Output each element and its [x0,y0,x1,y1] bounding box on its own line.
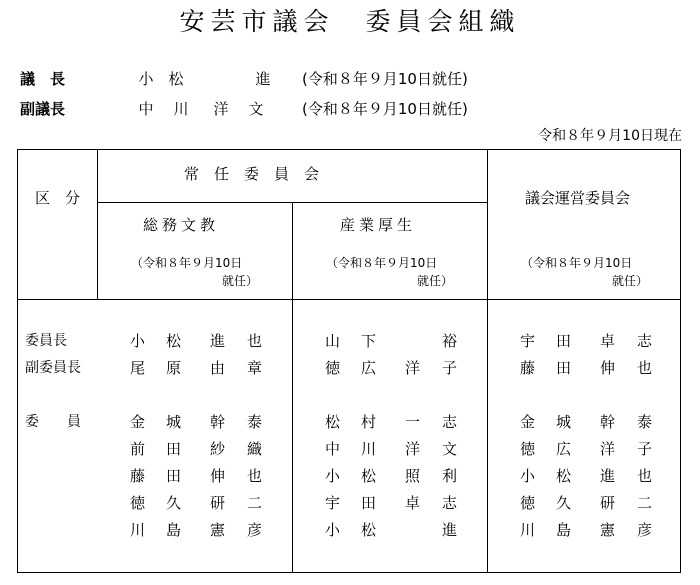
member-name-char: 伸 [600,359,616,377]
member-name-char: 前 [130,440,146,458]
member-name-char: 下 [361,332,377,350]
member-name-char: 憲 [210,521,226,539]
speaker-name: 小 松 進 [138,70,271,88]
member-name-char: 中 [325,440,341,458]
member-name-char: 章 [247,359,263,377]
vice-speaker-term: (令和８年９月10日就任) [302,100,468,118]
standing-committee-header: 常 任 委 員 会 [184,165,320,183]
member-name-char: 尾 [130,359,146,377]
committee-term: 就任） [612,274,649,288]
committee-name: 総務文教 [143,216,220,234]
divider [97,150,98,299]
member-name-char: 村 [361,413,377,431]
member-name-char: 幹 [600,413,616,431]
member-name-char: 田 [556,359,572,377]
speaker-term: (令和８年９月10日就任) [302,70,468,88]
member-name-char: 松 [166,332,182,350]
committee-term: （令和８年９月10日 [521,256,633,270]
member-name-char: 卓 [405,494,421,512]
member-name-char: 進 [600,467,616,485]
member-name-char: 照 [405,467,421,485]
member-name-char: 文 [442,440,458,458]
division-header: 区 分 [35,189,81,207]
member-name-char: 徳 [325,359,341,377]
member-name-char: 山 [325,332,341,350]
chair-label: 委員長 [25,333,67,349]
member-name-char: 洋 [600,440,616,458]
member-name-char: 志 [442,494,458,512]
member-name-char: 川 [130,521,146,539]
vice-chair-label: 副委員長 [25,360,81,376]
committee-term: （令和８年９月10日 [326,256,438,270]
member-name-char: 川 [361,440,377,458]
divider [487,150,488,572]
member-name-char: 原 [166,359,182,377]
divider [292,202,293,572]
committee-term: 就任） [222,274,259,288]
member-name-char: 島 [556,521,572,539]
member-name-char: 洋 [405,359,421,377]
vice-speaker-role: 副議長 [20,100,66,118]
member-name-char: 利 [442,467,458,485]
member-name-char: 研 [600,494,616,512]
committee-name: 産業厚生 [340,216,417,234]
member-name-char: 織 [247,440,263,458]
page-title: 安芸市議会 委員会組織 [179,7,521,36]
member-name-char: 志 [637,332,653,350]
members-label: 委 員 [25,414,81,430]
member-name-char: 由 [210,359,226,377]
member-name-char: 松 [361,521,377,539]
member-name-char: 徳 [520,440,536,458]
speaker-role: 議 長 [20,70,66,88]
member-name-char: 卓 [600,332,616,350]
member-name-char: 志 [442,413,458,431]
member-name-char: 彦 [247,521,263,539]
member-name-char: 島 [166,521,182,539]
member-name-char: 松 [361,467,377,485]
member-name-char: 也 [247,332,263,350]
member-name-char: 子 [442,359,458,377]
member-name-char: 一 [405,413,421,431]
member-name-char: 也 [247,467,263,485]
member-name-char: 田 [166,467,182,485]
member-name-char: 二 [247,494,263,512]
member-name-char: 泰 [247,413,263,431]
member-name-char: 金 [130,413,146,431]
member-name-char: 広 [556,440,572,458]
member-name-char: 宇 [325,494,341,512]
member-name-char: 久 [556,494,572,512]
member-name-char: 田 [556,332,572,350]
committee-term: （令和８年９月10日 [131,256,243,270]
member-name-char: 二 [637,494,653,512]
member-name-char: 広 [361,359,377,377]
member-name-char: 小 [520,467,536,485]
member-name-char: 久 [166,494,182,512]
member-name-char: 川 [520,521,536,539]
committee-term: 就任） [417,274,454,288]
member-name-char: 徳 [520,494,536,512]
member-name-char: 城 [556,413,572,431]
member-name-char: 伸 [210,467,226,485]
member-name-char: 研 [210,494,226,512]
member-name-char: 進 [442,521,458,539]
member-name-char: 松 [556,467,572,485]
as-of-date: 令和８年９月10日現在 [538,128,682,144]
member-name-char: 田 [166,440,182,458]
member-name-char: 裕 [442,332,458,350]
member-name-char: 紗 [210,440,226,458]
member-name-char: 金 [520,413,536,431]
vice-speaker-name: 中 川 洋 文 [138,100,264,118]
member-name-char: 徳 [130,494,146,512]
member-name-char: 子 [637,440,653,458]
member-name-char: 城 [166,413,182,431]
member-name-char: 也 [637,467,653,485]
member-name-char: 進 [210,332,226,350]
divider [97,202,487,203]
member-name-char: 幹 [210,413,226,431]
divider [18,299,680,300]
member-name-char: 洋 [405,440,421,458]
member-name-char: 小 [325,467,341,485]
member-name-char: 小 [130,332,146,350]
member-name-char: 藤 [520,359,536,377]
member-name-char: 憲 [600,521,616,539]
member-name-char: 松 [325,413,341,431]
member-name-char: 彦 [637,521,653,539]
committee-table [17,149,681,573]
member-name-char: 小 [325,521,341,539]
member-name-char: 田 [361,494,377,512]
member-name-char: 也 [637,359,653,377]
member-name-char: 宇 [520,332,536,350]
steering-committee-header: 議会運営委員会 [525,189,631,207]
member-name-char: 泰 [637,413,653,431]
member-name-char: 藤 [130,467,146,485]
